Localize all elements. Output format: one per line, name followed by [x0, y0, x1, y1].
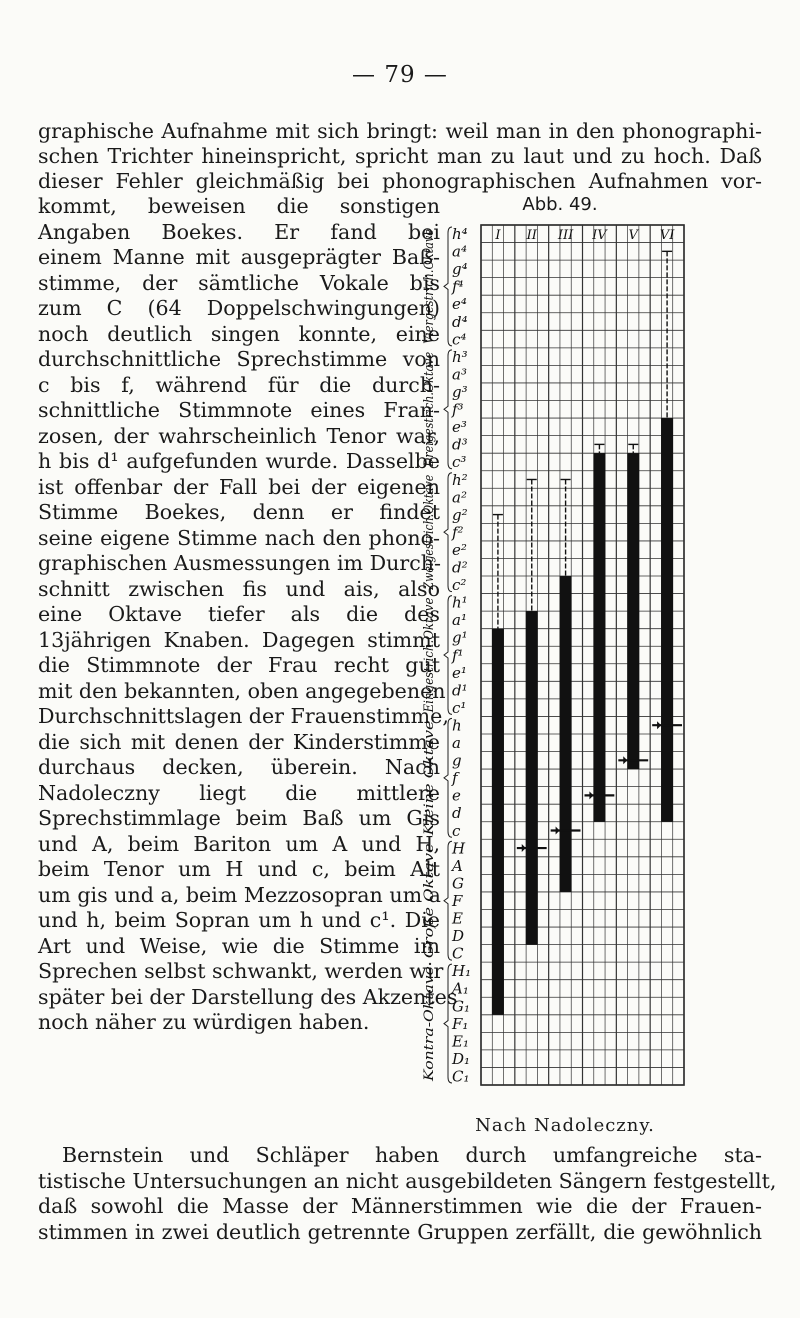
- range-thick-bar: [593, 453, 605, 822]
- note-label: e: [452, 786, 461, 805]
- text-line: graphischen Ausmessungen im Durch-: [38, 551, 441, 575]
- octave-bracket: [444, 350, 452, 469]
- text-line: stimme, der sämtliche Vokale bis: [38, 270, 440, 295]
- note-label: G: [452, 874, 464, 893]
- speech-level-arrow: [522, 844, 526, 852]
- range-thick-bar: [627, 453, 639, 769]
- text-line: zosen, der wahrscheinlich Tenor war,: [38, 423, 440, 448]
- octave-label: Eingestrich.Oktave: [422, 585, 437, 713]
- text-line: Nadoleczny liegt die mittlere: [38, 780, 440, 805]
- note-label: a³: [452, 365, 467, 384]
- text-line: h bis d¹ aufgefunden wurde. Dasselbe: [38, 449, 440, 473]
- octave-label: Große Oktave: [422, 866, 437, 959]
- note-label: f³: [452, 400, 464, 419]
- note-label: a²: [452, 488, 467, 507]
- note-label: h⁴: [452, 225, 468, 244]
- note-label: a⁴: [452, 242, 467, 261]
- text-line: dieser Fehler gleichmäßig bei phonographischen Aufnahmen vor-: [38, 169, 762, 193]
- text-line: Bernstein und Schläper haben durch umfangreiche sta-: [62, 1143, 762, 1167]
- octave-bracket: [444, 473, 452, 592]
- octave-bracket: [444, 596, 452, 715]
- note-label: d²: [452, 558, 468, 577]
- speech-level-arrow: [623, 756, 627, 764]
- note-label: g³: [452, 383, 468, 401]
- text-line: durchschnittliche Sprechstimme von: [38, 347, 440, 371]
- note-label: A₁: [452, 979, 469, 998]
- note-label: E: [452, 909, 463, 928]
- text-line: tistische Untersuchungen an nicht ausgebildeten Sängern festgestellt,: [38, 1168, 777, 1193]
- column-label: I: [495, 228, 501, 244]
- note-label: c²: [452, 576, 467, 595]
- note-label: C₁: [452, 1067, 470, 1086]
- note-label: d⁴: [452, 312, 468, 331]
- text-line: die Stimmnote der Frau recht gut: [38, 653, 440, 677]
- note-label: h³: [452, 347, 468, 366]
- note-label: e²: [452, 540, 467, 559]
- text-line: daß sowohl die Masse der Männerstimmen wie die der Frauen-: [38, 1194, 762, 1218]
- range-thick-bar: [526, 611, 538, 944]
- octave-bracket: [444, 841, 452, 960]
- note-label: d³: [452, 435, 468, 454]
- note-label: a¹: [452, 611, 467, 630]
- text-line: Sprechen selbst schwankt, werden wir: [38, 959, 444, 983]
- note-label: f: [452, 769, 458, 788]
- text-line: graphische Aufnahme mit sich bringt: weil man in den phonographi-: [38, 119, 762, 143]
- octave-label: Kleine Oktave: [422, 742, 437, 836]
- text-line: Sprechstimmlage beim Baß um Gis: [38, 806, 440, 830]
- note-label: D₁: [452, 1049, 471, 1068]
- range-thick-bar: [492, 629, 504, 1015]
- note-label: F: [452, 891, 463, 910]
- octave-bracket: [444, 718, 452, 837]
- note-label: A: [452, 856, 463, 875]
- note-label: c⁴: [452, 330, 467, 349]
- text-line: 13jährigen Knaben. Dagegen stimmt: [38, 627, 440, 652]
- text-line: Stimme Boekes, denn er findet: [38, 500, 440, 524]
- page-number: — 79 —: [352, 62, 448, 88]
- text-line: um gis und a, beim Mezzosopran um a: [38, 882, 441, 907]
- column-label: IV: [592, 228, 607, 244]
- text-line: kommt, beweisen die sonstigen: [38, 194, 440, 218]
- speech-level-arrow: [589, 791, 593, 799]
- text-line: schen Trichter hineinspricht, spricht man zu laut und zu hoch. Daß: [38, 144, 762, 168]
- text-line: und A, beim Bariton um A und H,: [38, 831, 440, 856]
- text-line: die sich mit denen der Kinderstimme: [38, 729, 440, 754]
- note-label: a: [452, 734, 461, 753]
- text-line: noch deutlich singen konnte, eine: [38, 321, 440, 346]
- note-label: g: [452, 751, 462, 770]
- figure-caption: Nach Nadoleczny.: [475, 1115, 655, 1136]
- note-label: G₁: [452, 997, 470, 1016]
- note-label: g⁴: [452, 260, 468, 279]
- text-line: seine eigene Stimme nach den phono-: [38, 525, 440, 550]
- text-line: einem Manne mit ausgeprägter Baß-: [38, 245, 440, 269]
- note-label: c: [452, 821, 461, 840]
- text-line: noch näher zu würdigen haben.: [38, 1010, 370, 1034]
- text-line: Art und Weise, wie die Stimme im: [38, 933, 440, 958]
- note-label: h¹: [452, 593, 468, 612]
- note-label: c¹: [452, 698, 467, 717]
- range-thick-bar: [560, 576, 572, 892]
- text-line: mit den bekannten, oben angegebenen: [38, 678, 446, 703]
- octave-label: Viergestrich.Oktave: [422, 212, 437, 344]
- text-line: Angaben Boekes. Er fand bei: [38, 219, 440, 244]
- note-label: d¹: [452, 681, 468, 700]
- note-label: g¹: [452, 628, 468, 647]
- note-label: f¹: [452, 646, 464, 665]
- octave-label: Zweigestrich.Oktave: [422, 452, 437, 590]
- note-label: h: [452, 716, 462, 735]
- note-label: H₁: [452, 962, 472, 981]
- figure-title: Abb. 49.: [522, 194, 598, 215]
- text-line: c bis f, während für die durch-: [38, 372, 440, 397]
- note-label: e¹: [452, 663, 467, 682]
- speech-level-arrow: [556, 827, 560, 835]
- note-label: e³: [452, 418, 467, 437]
- note-label: c³: [452, 453, 467, 472]
- note-label: d: [452, 804, 462, 823]
- text-line: durchaus decken, überein. Nach: [38, 755, 440, 779]
- column-label: VI: [659, 228, 675, 244]
- text-line: und h, beim Sopran um h und c¹. Die: [38, 908, 440, 932]
- note-label: C: [452, 944, 464, 963]
- column-label: III: [557, 228, 574, 244]
- note-label: H: [452, 839, 466, 858]
- text-line: eine Oktave tiefer als die des: [38, 602, 440, 626]
- text-line: zum C (64 Doppelschwingungen): [38, 296, 440, 320]
- speech-level-arrow: [657, 721, 661, 729]
- column-label: V: [628, 228, 638, 244]
- text-line: ist offenbar der Fall bei der eigenen: [38, 474, 440, 499]
- note-label: F₁: [452, 1014, 469, 1033]
- note-label: E₁: [452, 1032, 469, 1051]
- octave-bracket: [444, 227, 452, 346]
- note-label: f⁴: [452, 277, 464, 296]
- note-label: g²: [452, 505, 468, 524]
- text-line: Durchschnittslagen der Frauenstimme,: [38, 704, 449, 728]
- text-line: später bei der Darstellung des Akzentes: [38, 984, 458, 1009]
- octave-label: Kontra-Oktave: [422, 985, 437, 1081]
- octave-label: Dreigestrich.Oktave: [422, 333, 437, 467]
- note-label: f²: [452, 523, 464, 542]
- text-line: beim Tenor um H und c, beim Alt: [38, 857, 440, 881]
- note-label: e⁴: [452, 295, 467, 314]
- note-label: D: [452, 927, 465, 946]
- text-line: schnittliche Stimmnote eines Fran-: [38, 398, 440, 422]
- column-label: II: [526, 228, 537, 244]
- octave-bracket: [444, 964, 452, 1083]
- range-thick-bar: [661, 418, 673, 822]
- text-line: stimmen in zwei deutlich getrennte Gruppen zerfällt, die gewöhnlich: [38, 1219, 762, 1244]
- text-line: schnitt zwischen fis und ais, also: [38, 576, 440, 601]
- note-label: h²: [452, 470, 468, 489]
